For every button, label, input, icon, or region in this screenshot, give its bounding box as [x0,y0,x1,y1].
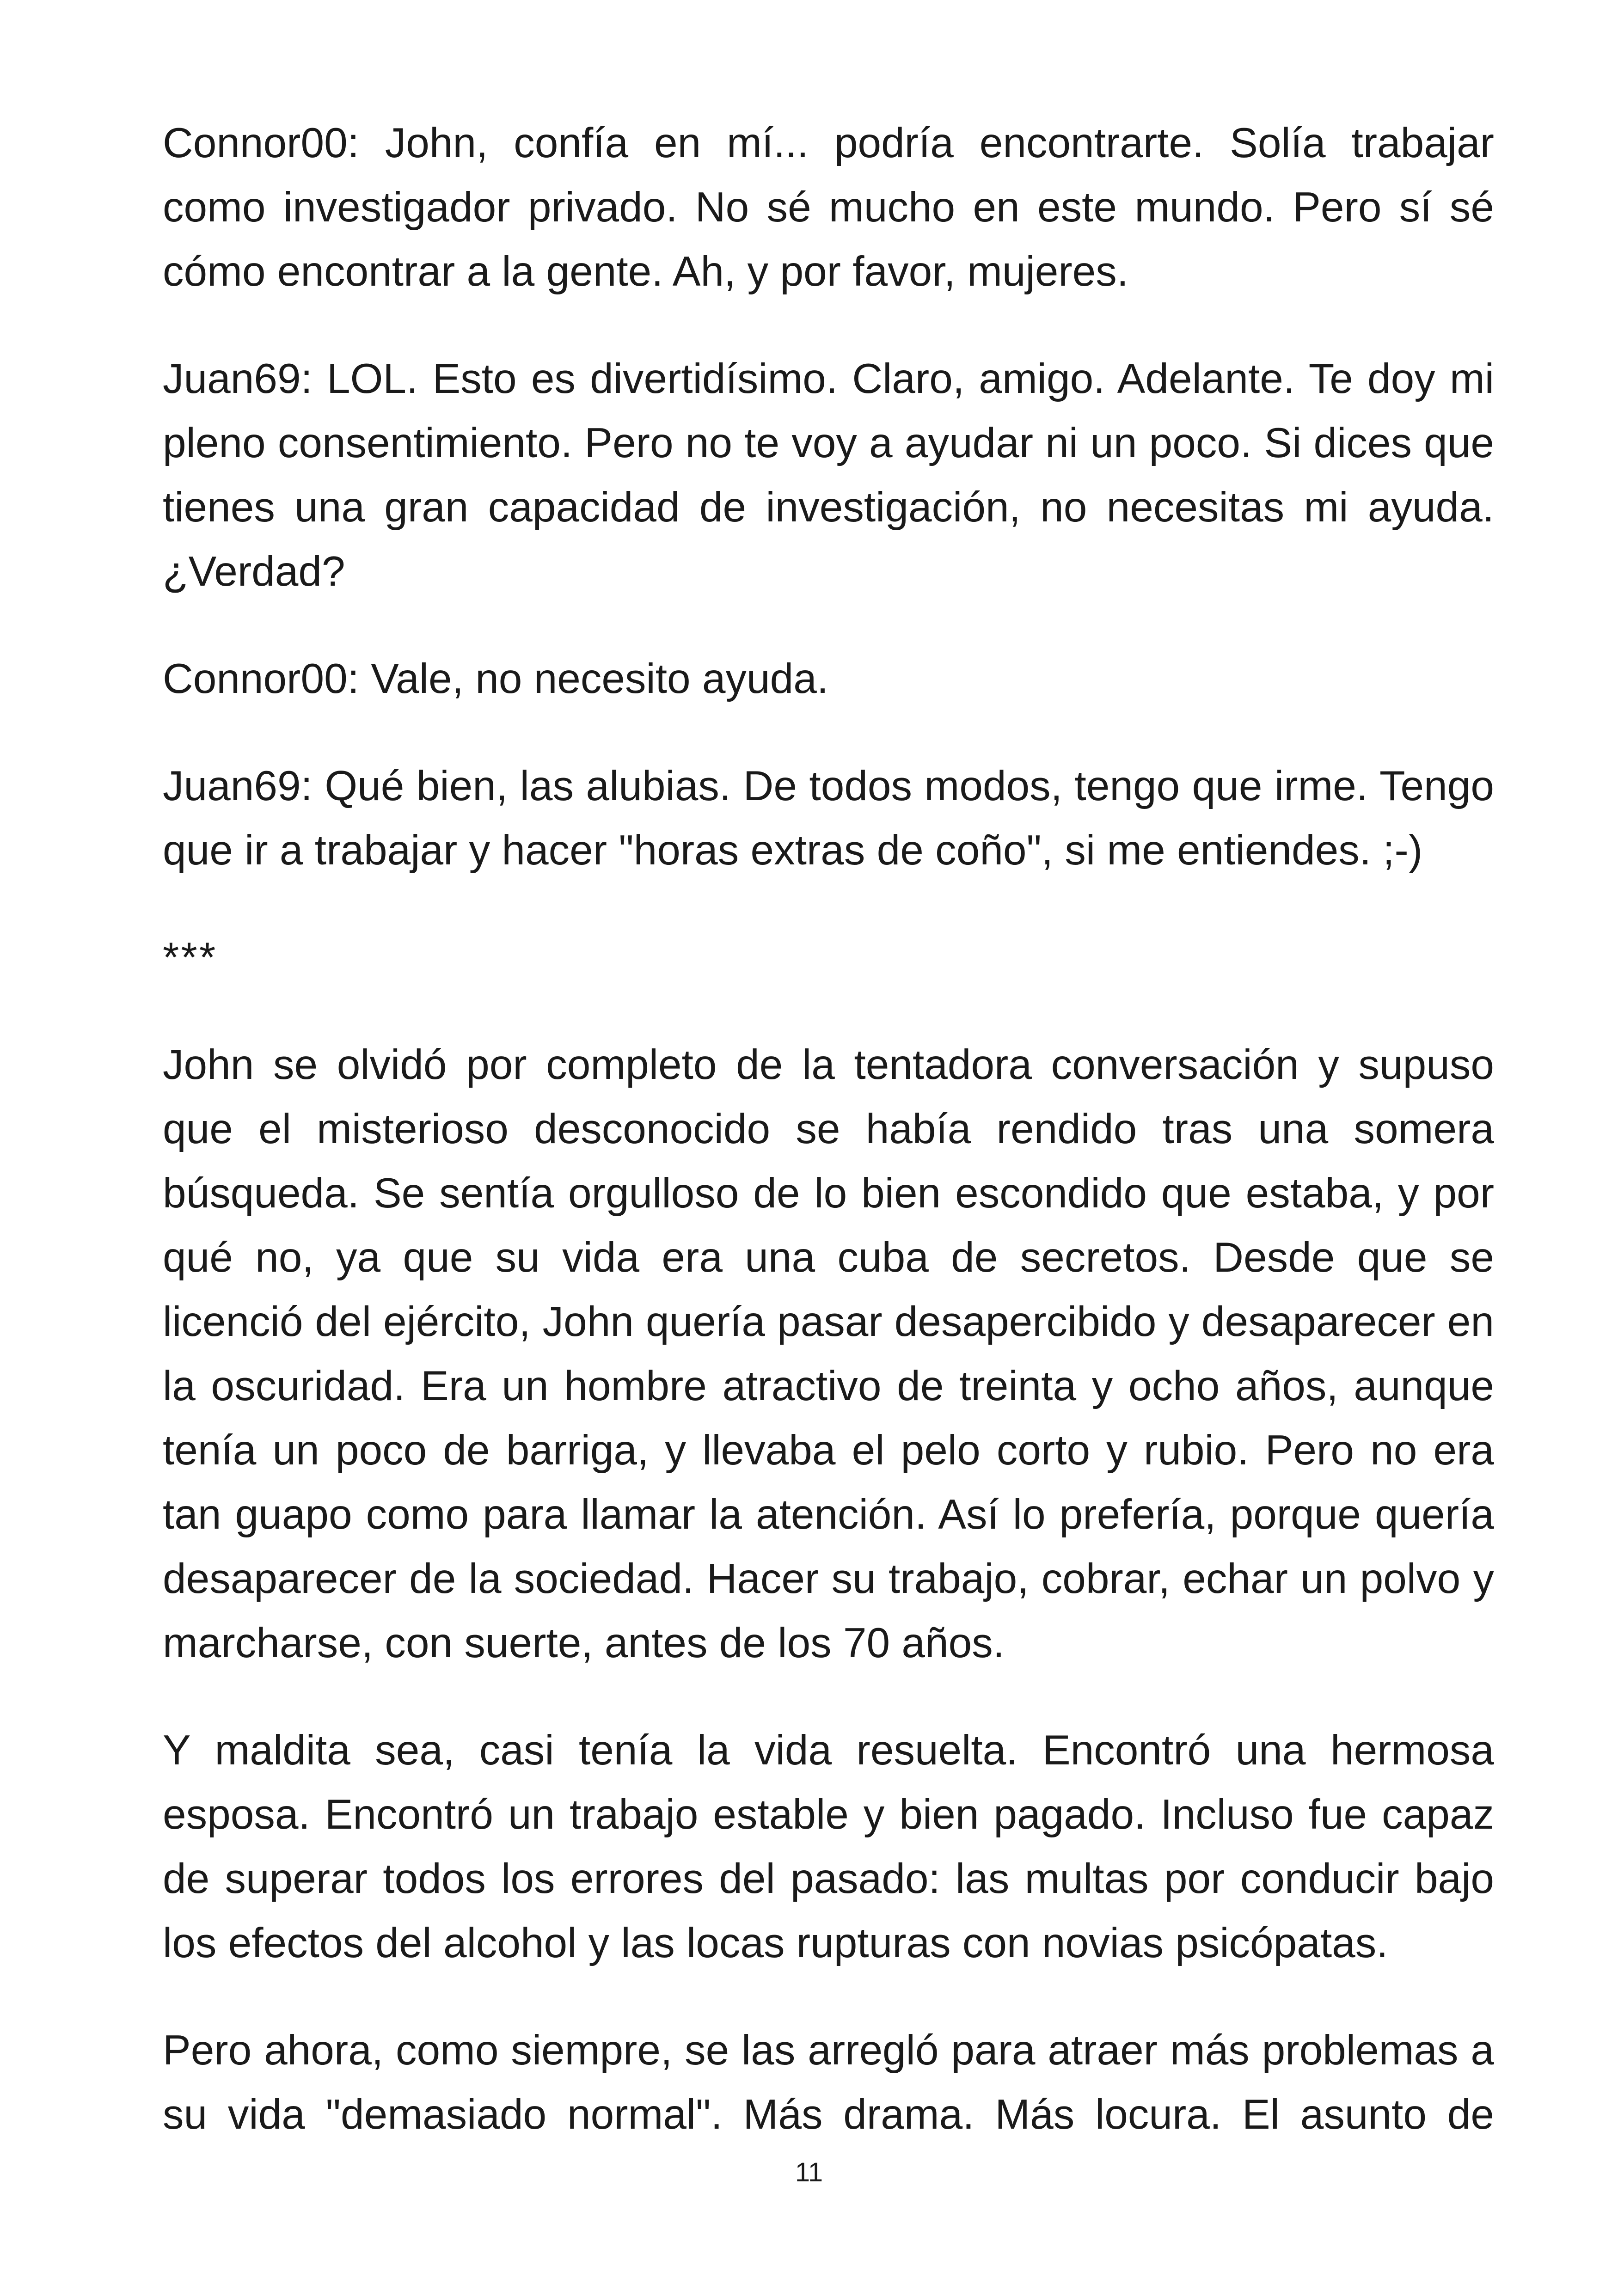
paragraph-connor-2: Connor00: Vale, no necesito ayuda. [163,655,829,702]
paragraph-narration-1: John se olvidó por completo de la tentadora conversación y supuso que el misterioso desconocido se había rendido tras una somera búsqueda. Se sentía orgulloso de lo bien escondido que estaba, y por qué no, ya que su vida era una cuba de secretos. Desde que se licenció del ejército, John quería pasar desapercibido y desaparecer en la oscuridad. Era un hombre atractivo de treinta y ocho años, aunque tenía un poco de barriga, y llevaba el pelo corto y rubio. Pero no era tan guapo como para llamar la atención. Así lo prefería, porque quería desaparecer de la sociedad. Hacer su trabajo, cobrar, echar un polvo y marcharse, con suerte, antes de los 70 años. [163,1041,1494,1666]
paragraph-connor-1: Connor00: John, confía en mí... podría encontrarte. Solía trabajar como investigador privado. No sé mucho en este mundo. Pero sí sé cómo encontrar a la gente. Ah, y por favor, mujeres. [163,120,1494,295]
scene-separator: *** [163,934,218,981]
paragraph-juan-1: Juan69: LOL. Esto es divertidísimo. Claro, amigo. Adelante. Te doy mi pleno consentimiento. Pero no te voy a ayudar ni un poco. Si dices que tienes una gran capacidad de investigación, no necesitas mi ayuda. ¿Verdad? [163,355,1494,595]
page-number: 11 [795,2157,823,2187]
paragraph-narration-3: Pero ahora, como siempre, se las arregló para atraer más problemas a su vida "demasiado normal". Más drama. Más locura. El asunto de [163,2027,1494,2138]
paragraph-juan-2: Juan69: Qué bien, las alubias. De todos modos, tengo que irme. Tengo que ir a trabajar y hacer "horas extras de coño", si me entiendes. ;-) [163,763,1494,874]
page-body [163,111,1494,2147]
paragraph-narration-2: Y maldita sea, casi tenía la vida resuelta. Encontró una hermosa esposa. Encontró un trabajo estable y bien pagado. Incluso fue capaz de superar todos los errores del pasado: las multas por conducir bajo los efectos del alcohol y las locas rupturas con novias psicópatas. [163,1727,1494,1966]
